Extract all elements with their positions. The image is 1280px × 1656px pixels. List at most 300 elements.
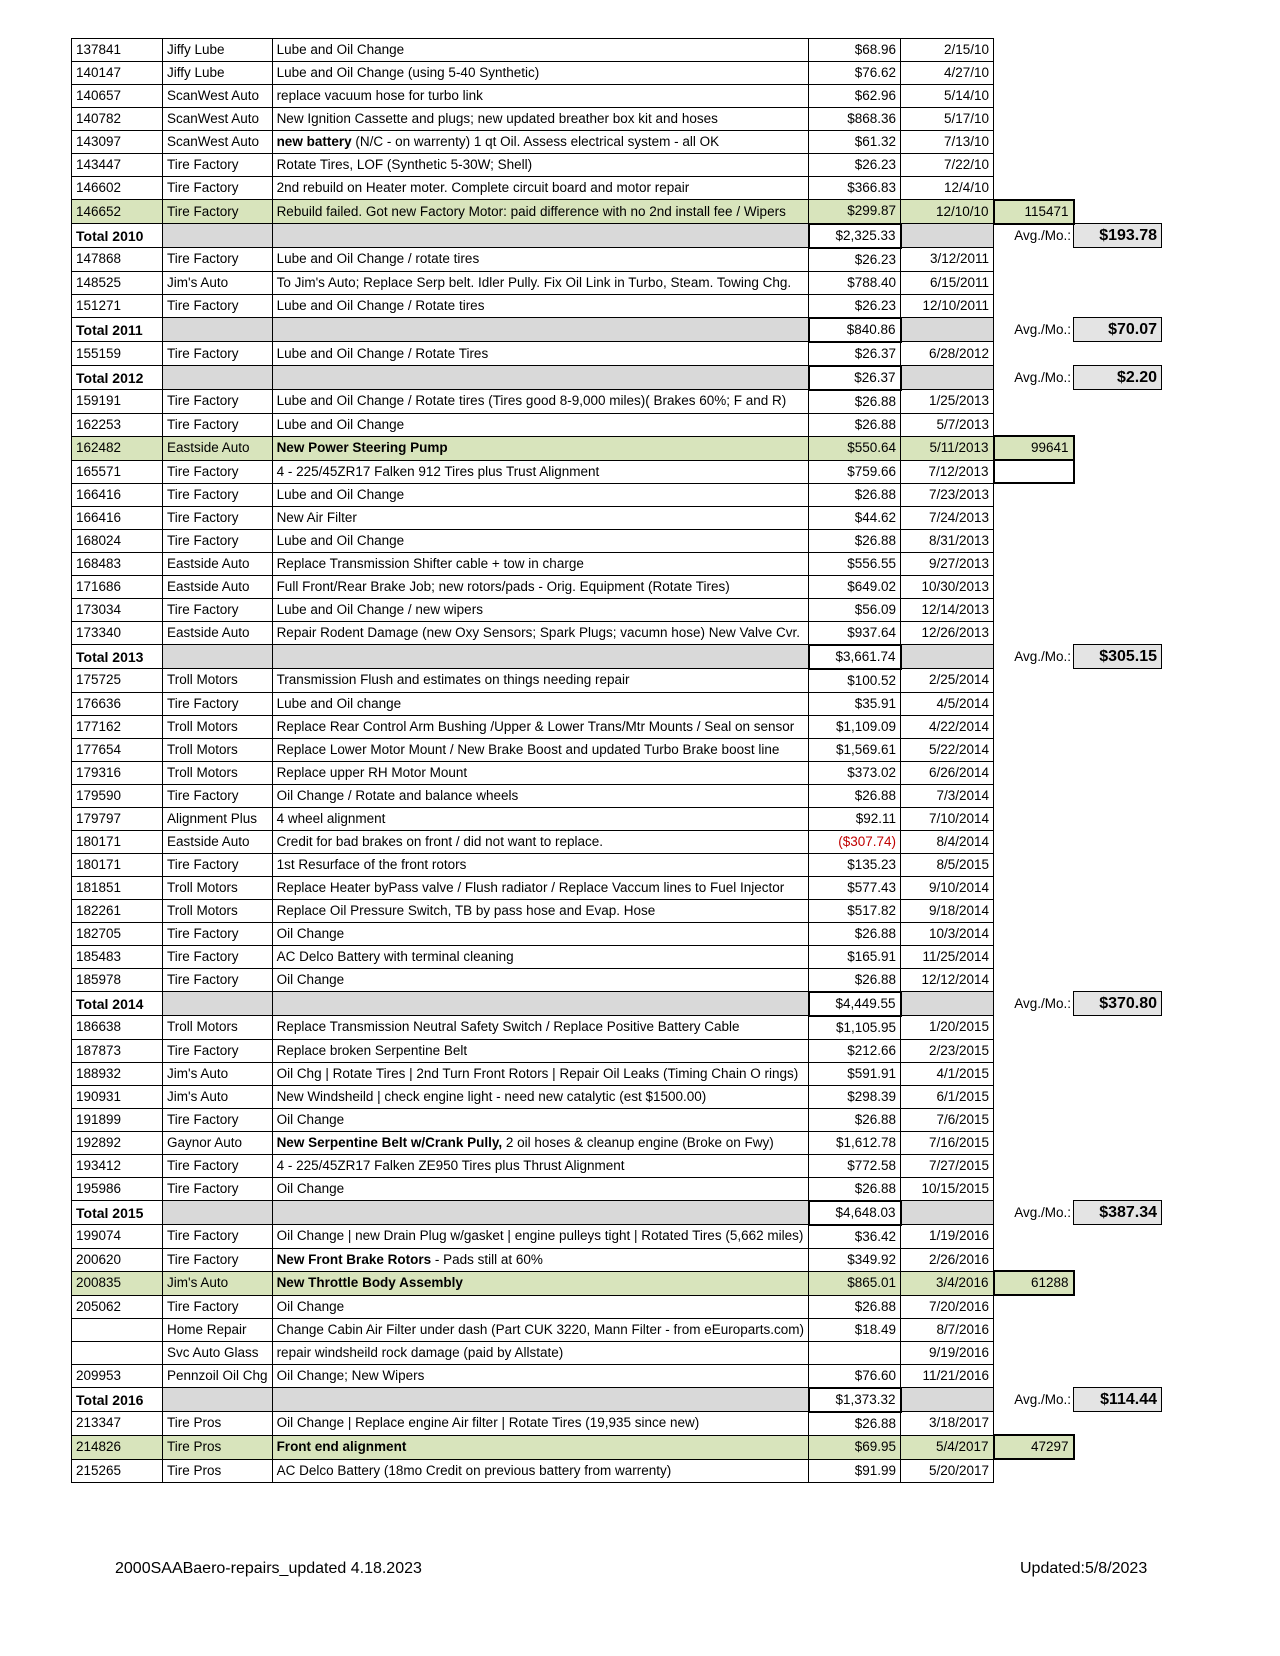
description-text: 2nd rebuild on Heater moter. Complete circuit board and motor repair [276,180,690,195]
invoice-cell: 162253 [72,413,163,436]
vendor-cell: Tire Factory [163,413,273,436]
invoice-cell: 177654 [72,738,163,761]
year-total-row [72,366,1162,390]
date-cell: 12/4/10 [901,177,994,200]
repair-row [72,922,1162,945]
spacer-cell [1074,342,1162,366]
spacer-cell [994,715,1074,738]
cost-cell: $1,109.09 [809,715,901,738]
total-desc-cell [272,1201,808,1225]
spacer-cell [994,899,1074,922]
description-cell [272,1154,808,1177]
year-total-row [72,1201,1162,1225]
date-cell: 5/4/2017 [901,1435,994,1459]
spacer-cell [1074,1318,1162,1341]
description-bold-text: New Power Steering Pump [276,440,448,455]
description-bold-text: New Serpentine Belt w/Crank Pully, [276,1134,503,1150]
repair-row [72,876,1162,899]
vendor-cell: Jim's Auto [163,1271,273,1295]
spacer-cell [994,1318,1074,1341]
spacer-cell [1074,200,1162,224]
spacer-cell [994,1039,1074,1062]
spacer-cell [994,853,1074,876]
spacer-cell [1074,968,1162,992]
description-cell [272,945,808,968]
repair-row [72,390,1162,414]
repair-row [72,85,1162,108]
date-cell: 6/26/2014 [901,761,994,784]
vendor-cell: ScanWest Auto [163,85,273,108]
spacer-cell [994,922,1074,945]
description-text: 4 - 225/45ZR17 Falken ZE950 Tires plus Thrust Alignment [276,1157,625,1173]
invoice-cell: 181851 [72,876,163,899]
description-cell [272,1085,808,1108]
spacer-cell [1074,669,1162,693]
spacer-cell [994,552,1074,575]
invoice-cell: 188932 [72,1062,163,1085]
spacer-cell [1074,598,1162,621]
spacer-cell [994,1412,1074,1436]
cost-cell: $366.83 [809,177,901,200]
spacer-cell [1074,575,1162,598]
invoice-cell: 193412 [72,1154,163,1177]
vendor-cell: Jim's Auto [163,1085,273,1108]
description-text: Oil Change [276,1111,345,1127]
year-total-row [72,224,1162,248]
repair-row [72,529,1162,552]
description-cell [272,1364,808,1388]
invoice-cell: 192892 [72,1131,163,1154]
repair-row [72,436,1162,460]
repair-row [72,945,1162,968]
spacer-cell [1074,154,1162,177]
invoice-cell: 166416 [72,506,163,529]
avg-label-cell: Avg./Mo.: [1014,1204,1072,1220]
cost-cell: $550.64 [809,436,901,460]
spacer-cell [1074,784,1162,807]
date-cell: 5/22/2014 [901,738,994,761]
year-total-row [72,645,1162,669]
date-cell: 5/17/10 [901,108,994,131]
spacer-cell [994,738,1074,761]
cost-cell: $26.88 [809,1177,901,1201]
date-cell: 6/28/2012 [901,342,994,366]
invoice-cell: 195986 [72,1177,163,1201]
description-text: Oil Change / Rotate and balance wheels [276,787,519,803]
cost-cell: $56.09 [809,598,901,621]
description-cell [272,1016,808,1040]
description-text: Lube and Oil Change / Rotate tires [276,297,485,313]
repair-row [72,1177,1162,1201]
spacer-cell [1074,1341,1162,1364]
spacer-cell [1074,390,1162,414]
spacer-cell [1074,692,1162,715]
description-text: Lube and Oil Change [276,42,405,57]
vendor-cell: Jiffy Lube [163,39,273,62]
vendor-cell: Tire Factory [163,483,273,506]
spacer-cell [994,529,1074,552]
date-cell: 8/5/2015 [901,853,994,876]
cost-cell: $517.82 [809,899,901,922]
description-text: Oil Change [276,1180,345,1196]
cost-cell: $165.91 [809,945,901,968]
vendor-cell: Tire Factory [163,342,273,366]
description-cell [272,294,808,318]
total-vendor-cell [163,992,273,1016]
cost-cell: $26.88 [809,1108,901,1131]
cost-cell: $788.40 [809,271,901,294]
spacer-cell [1074,552,1162,575]
description-text: Oil Change [276,925,345,941]
spacer-cell [1074,922,1162,945]
invoice-cell: 140147 [72,62,163,85]
date-cell: 12/10/10 [901,200,994,224]
spacer-cell [1074,899,1162,922]
mileage-cell: 47297 [994,1435,1074,1459]
spacer-cell [994,1085,1074,1108]
repair-row [72,1341,1162,1364]
cost-cell: $26.88 [809,922,901,945]
total-label-cell: Total 2013 [72,645,163,669]
date-cell: 7/13/10 [901,131,994,154]
cost-cell: $298.39 [809,1085,901,1108]
vendor-cell: Pennzoil Oil Chg [163,1364,273,1388]
date-cell: 4/5/2014 [901,692,994,715]
spacer-cell [1074,177,1162,200]
description-text: Oil Change; New Wipers [276,1367,425,1383]
repair-row [72,506,1162,529]
total-cost-cell: $3,661.74 [809,645,901,669]
date-cell: 7/3/2014 [901,784,994,807]
invoice-cell: 162482 [72,436,163,460]
repair-row [72,1154,1162,1177]
total-label-cell: Total 2012 [72,366,163,390]
cost-cell: $212.66 [809,1039,901,1062]
repair-row [72,715,1162,738]
spacer-cell [1074,1108,1162,1131]
cost-cell: $26.88 [809,968,901,992]
invoice-cell: 199074 [72,1225,163,1249]
description-bold-text: New Throttle Body Assembly [276,1275,463,1290]
invoice-cell: 159191 [72,390,163,414]
description-cell [272,131,808,154]
description-text: Replace Transmission Neutral Safety Switch / Replace Positive Battery Cable [276,1019,740,1035]
vendor-cell: Tire Factory [163,1248,273,1271]
repair-row [72,483,1162,506]
date-cell: 7/22/10 [901,154,994,177]
date-cell: 8/7/2016 [901,1318,994,1341]
invoice-cell: 171686 [72,575,163,598]
avg-label-cell: Avg./Mo.: [1014,228,1072,243]
vendor-cell: Tire Factory [163,248,273,272]
invoice-cell: 179316 [72,761,163,784]
description-bold-text: Front end alignment [276,1439,407,1454]
spacer-cell [994,506,1074,529]
vendor-cell: Tire Factory [163,1108,273,1131]
repair-row [72,1295,1162,1318]
description-cell [272,271,808,294]
repair-row [72,248,1162,272]
avg-value-cell: $370.80 [1074,992,1162,1016]
invoice-cell: 173340 [72,621,163,645]
avg-label-cell: Avg./Mo.: [1014,648,1072,664]
repair-row [72,669,1162,693]
description-cell [272,1248,808,1271]
description-text: Transmission Flush and estimates on things needing repair [276,672,630,688]
total-desc-cell [272,1388,808,1412]
cost-cell: $649.02 [809,575,901,598]
description-text: replace vacuum hose for turbo link [276,88,483,103]
spacer-cell [994,1131,1074,1154]
description-cell [272,1318,808,1341]
description-cell [272,1435,808,1459]
repair-row [72,738,1162,761]
cost-cell: $26.88 [809,413,901,436]
description-cell [272,784,808,807]
invoice-cell: 182705 [72,922,163,945]
cost-cell: $868.36 [809,108,901,131]
invoice-cell: 200620 [72,1248,163,1271]
spacer-cell [994,248,1074,272]
description-cell [272,1341,808,1364]
spacer-cell [994,807,1074,830]
description-cell [272,460,808,483]
spacer-cell [994,271,1074,294]
vendor-cell: Troll Motors [163,715,273,738]
description-text: New Windsheild | check engine light - need new catalytic (est $1500.00) [276,1088,707,1104]
repair-row [72,853,1162,876]
spacer-cell [994,1341,1074,1364]
description-cell [272,692,808,715]
description-cell [272,807,808,830]
description-cell [272,621,808,645]
description-text: Credit for bad brakes on front / did not want to replace. [276,833,603,849]
vendor-cell: Tire Factory [163,1177,273,1201]
avg-label-cell: Avg./Mo.: [1014,369,1072,385]
invoice-cell: 179590 [72,784,163,807]
cost-cell: $68.96 [809,39,901,62]
spacer-cell [1074,85,1162,108]
description-cell [272,39,808,62]
footer-filename: 2000SAABaero-repairs_updated 4.18.2023 [115,1560,422,1577]
date-cell: 7/16/2015 [901,1131,994,1154]
repair-row [72,1364,1162,1388]
repair-row [72,154,1162,177]
description-text: Rotate Tires, LOF (Synthetic 5-30W; Shell) [276,157,533,172]
total-date-cell [901,992,994,1016]
spacer-cell [1074,853,1162,876]
repair-row [72,108,1162,131]
spacer-cell [1074,413,1162,436]
description-cell [272,529,808,552]
vendor-cell: Tire Factory [163,784,273,807]
vendor-cell: Tire Factory [163,922,273,945]
spacer-cell [994,483,1074,506]
invoice-cell: 190931 [72,1085,163,1108]
spacer-cell [1074,62,1162,85]
total-vendor-cell [163,1201,273,1225]
repair-row [72,1271,1162,1295]
vendor-cell: Jiffy Lube [163,62,273,85]
year-total-row [72,318,1162,342]
spacer-cell [994,1016,1074,1040]
description-cell [272,1039,808,1062]
spacer-cell [1074,506,1162,529]
cost-cell: $26.23 [809,154,901,177]
invoice-cell: 175725 [72,669,163,693]
description-text: Replace Oil Pressure Switch, TB by pass hose and Evap. Hose [276,902,656,918]
description-cell [272,1177,808,1201]
cost-cell: $299.87 [809,200,901,224]
invoice-cell: 168483 [72,552,163,575]
spacer-cell [994,1459,1074,1482]
spacer-cell [994,294,1074,318]
date-cell: 3/12/2011 [901,248,994,272]
footer-updated-date: Updated:5/8/2023 [1020,1560,1148,1577]
invoice-cell: 165571 [72,460,163,483]
spacer-cell [994,1108,1074,1131]
total-cost-cell: $2,325.33 [809,224,901,248]
repair-row [72,1085,1162,1108]
date-cell: 7/23/2013 [901,483,994,506]
total-desc-cell [272,224,808,248]
vendor-cell: Tire Factory [163,177,273,200]
date-cell: 7/24/2013 [901,506,994,529]
description-cell [272,1062,808,1085]
invoice-cell: 176636 [72,692,163,715]
cost-cell: $26.88 [809,483,901,506]
avg-label-cell: Avg./Mo.: [1014,321,1072,337]
description-text: Replace Rear Control Arm Bushing /Upper & Lower Trans/Mtr Mounts / Seal on sensor [276,718,795,734]
date-cell: 10/3/2014 [901,922,994,945]
date-cell: 2/15/10 [901,39,994,62]
invoice-cell: 180171 [72,853,163,876]
invoice-cell: 177162 [72,715,163,738]
description-text: Replace upper RH Motor Mount [276,764,468,780]
spacer-cell [1074,1295,1162,1318]
total-label-cell: Total 2011 [72,318,163,342]
description-cell [272,1131,808,1154]
spacer-cell [1074,1225,1162,1249]
description-text: New Ignition Cassette and plugs; new updated breather box kit and hoses [276,111,718,126]
repair-row [72,1131,1162,1154]
spacer-cell [1074,460,1162,483]
date-cell: 1/20/2015 [901,1016,994,1040]
total-label-cell: Total 2015 [72,1201,163,1225]
date-cell: 12/14/2013 [901,598,994,621]
repair-row [72,598,1162,621]
description-text: To Jim's Auto; Replace Serp belt. Idler Pully. Fix Oil Link in Turbo, Steam. Towing Chg. [276,274,792,290]
spacer-cell [1074,1435,1162,1459]
description-text: 4 wheel alignment [276,810,386,826]
repair-row [72,1412,1162,1436]
invoice-cell: 191899 [72,1108,163,1131]
vendor-cell: Tire Factory [163,945,273,968]
spacer-cell [994,39,1074,62]
cost-cell: $61.32 [809,131,901,154]
description-cell [272,876,808,899]
description-cell [272,968,808,992]
description-cell [272,715,808,738]
vendor-cell: Home Repair [163,1318,273,1341]
spacer-cell [994,621,1074,645]
vendor-cell: Eastside Auto [163,552,273,575]
date-cell: 7/20/2016 [901,1295,994,1318]
cost-cell: $373.02 [809,761,901,784]
cost-cell: $76.60 [809,1364,901,1388]
total-date-cell [901,318,994,342]
description-cell [272,436,808,460]
spacer-cell [1074,1085,1162,1108]
invoice-cell: 215265 [72,1459,163,1482]
spacer-cell [1074,1016,1162,1040]
cost-cell: $135.23 [809,853,901,876]
spacer-cell [994,154,1074,177]
vendor-cell: Eastside Auto [163,575,273,598]
total-cost-cell: $4,449.55 [809,992,901,1016]
repair-row [72,200,1162,224]
invoice-cell: 143097 [72,131,163,154]
vendor-cell: Eastside Auto [163,621,273,645]
vendor-cell: Tire Factory [163,1154,273,1177]
invoice-cell: 185978 [72,968,163,992]
vendor-cell: Tire Factory [163,968,273,992]
description-text: Repair Rodent Damage (new Oxy Sensors; Spark Plugs; vacumn hose) New Valve Cvr. [276,624,801,640]
spacer-cell [1074,738,1162,761]
invoice-cell: 173034 [72,598,163,621]
description-cell [272,830,808,853]
total-vendor-cell [163,224,273,248]
description-text: Replace Lower Motor Mount / New Brake Boost and updated Turbo Brake boost line [276,741,780,757]
date-cell: 6/15/2011 [901,271,994,294]
spacer-cell [994,968,1074,992]
description-cell [272,483,808,506]
repair-row [72,1225,1162,1249]
vendor-cell: Svc Auto Glass [163,1341,273,1364]
date-cell: 9/27/2013 [901,552,994,575]
invoice-cell: 209953 [72,1364,163,1388]
description-cell [272,342,808,366]
avg-label-cell: Avg./Mo.: [1014,995,1072,1011]
cost-cell: $36.42 [809,1225,901,1249]
date-cell: 9/10/2014 [901,876,994,899]
description-text: AC Delco Battery with terminal cleaning [276,948,514,964]
repair-row [72,271,1162,294]
invoice-cell: 146602 [72,177,163,200]
vendor-cell: Tire Factory [163,529,273,552]
spacer-cell [1074,1459,1162,1482]
vendor-cell: Tire Factory [163,1039,273,1062]
description-text: Lube and Oil Change [276,532,405,548]
total-vendor-cell [163,1388,273,1412]
vendor-cell: Tire Factory [163,692,273,715]
repair-row [72,1318,1162,1341]
cost-cell: $26.88 [809,1412,901,1436]
repair-row [72,294,1162,318]
description-cell [272,575,808,598]
spacer-cell [1074,621,1162,645]
repair-row [72,968,1162,992]
spacer-cell [1074,248,1162,272]
spacer-cell [1074,1271,1162,1295]
spacer-cell [994,131,1074,154]
date-cell: 10/15/2015 [901,1177,994,1201]
cost-cell: $1,105.95 [809,1016,901,1040]
total-vendor-cell [163,318,273,342]
description-text: Lube and Oil change [276,695,402,711]
repair-row [72,177,1162,200]
total-date-cell [901,645,994,669]
